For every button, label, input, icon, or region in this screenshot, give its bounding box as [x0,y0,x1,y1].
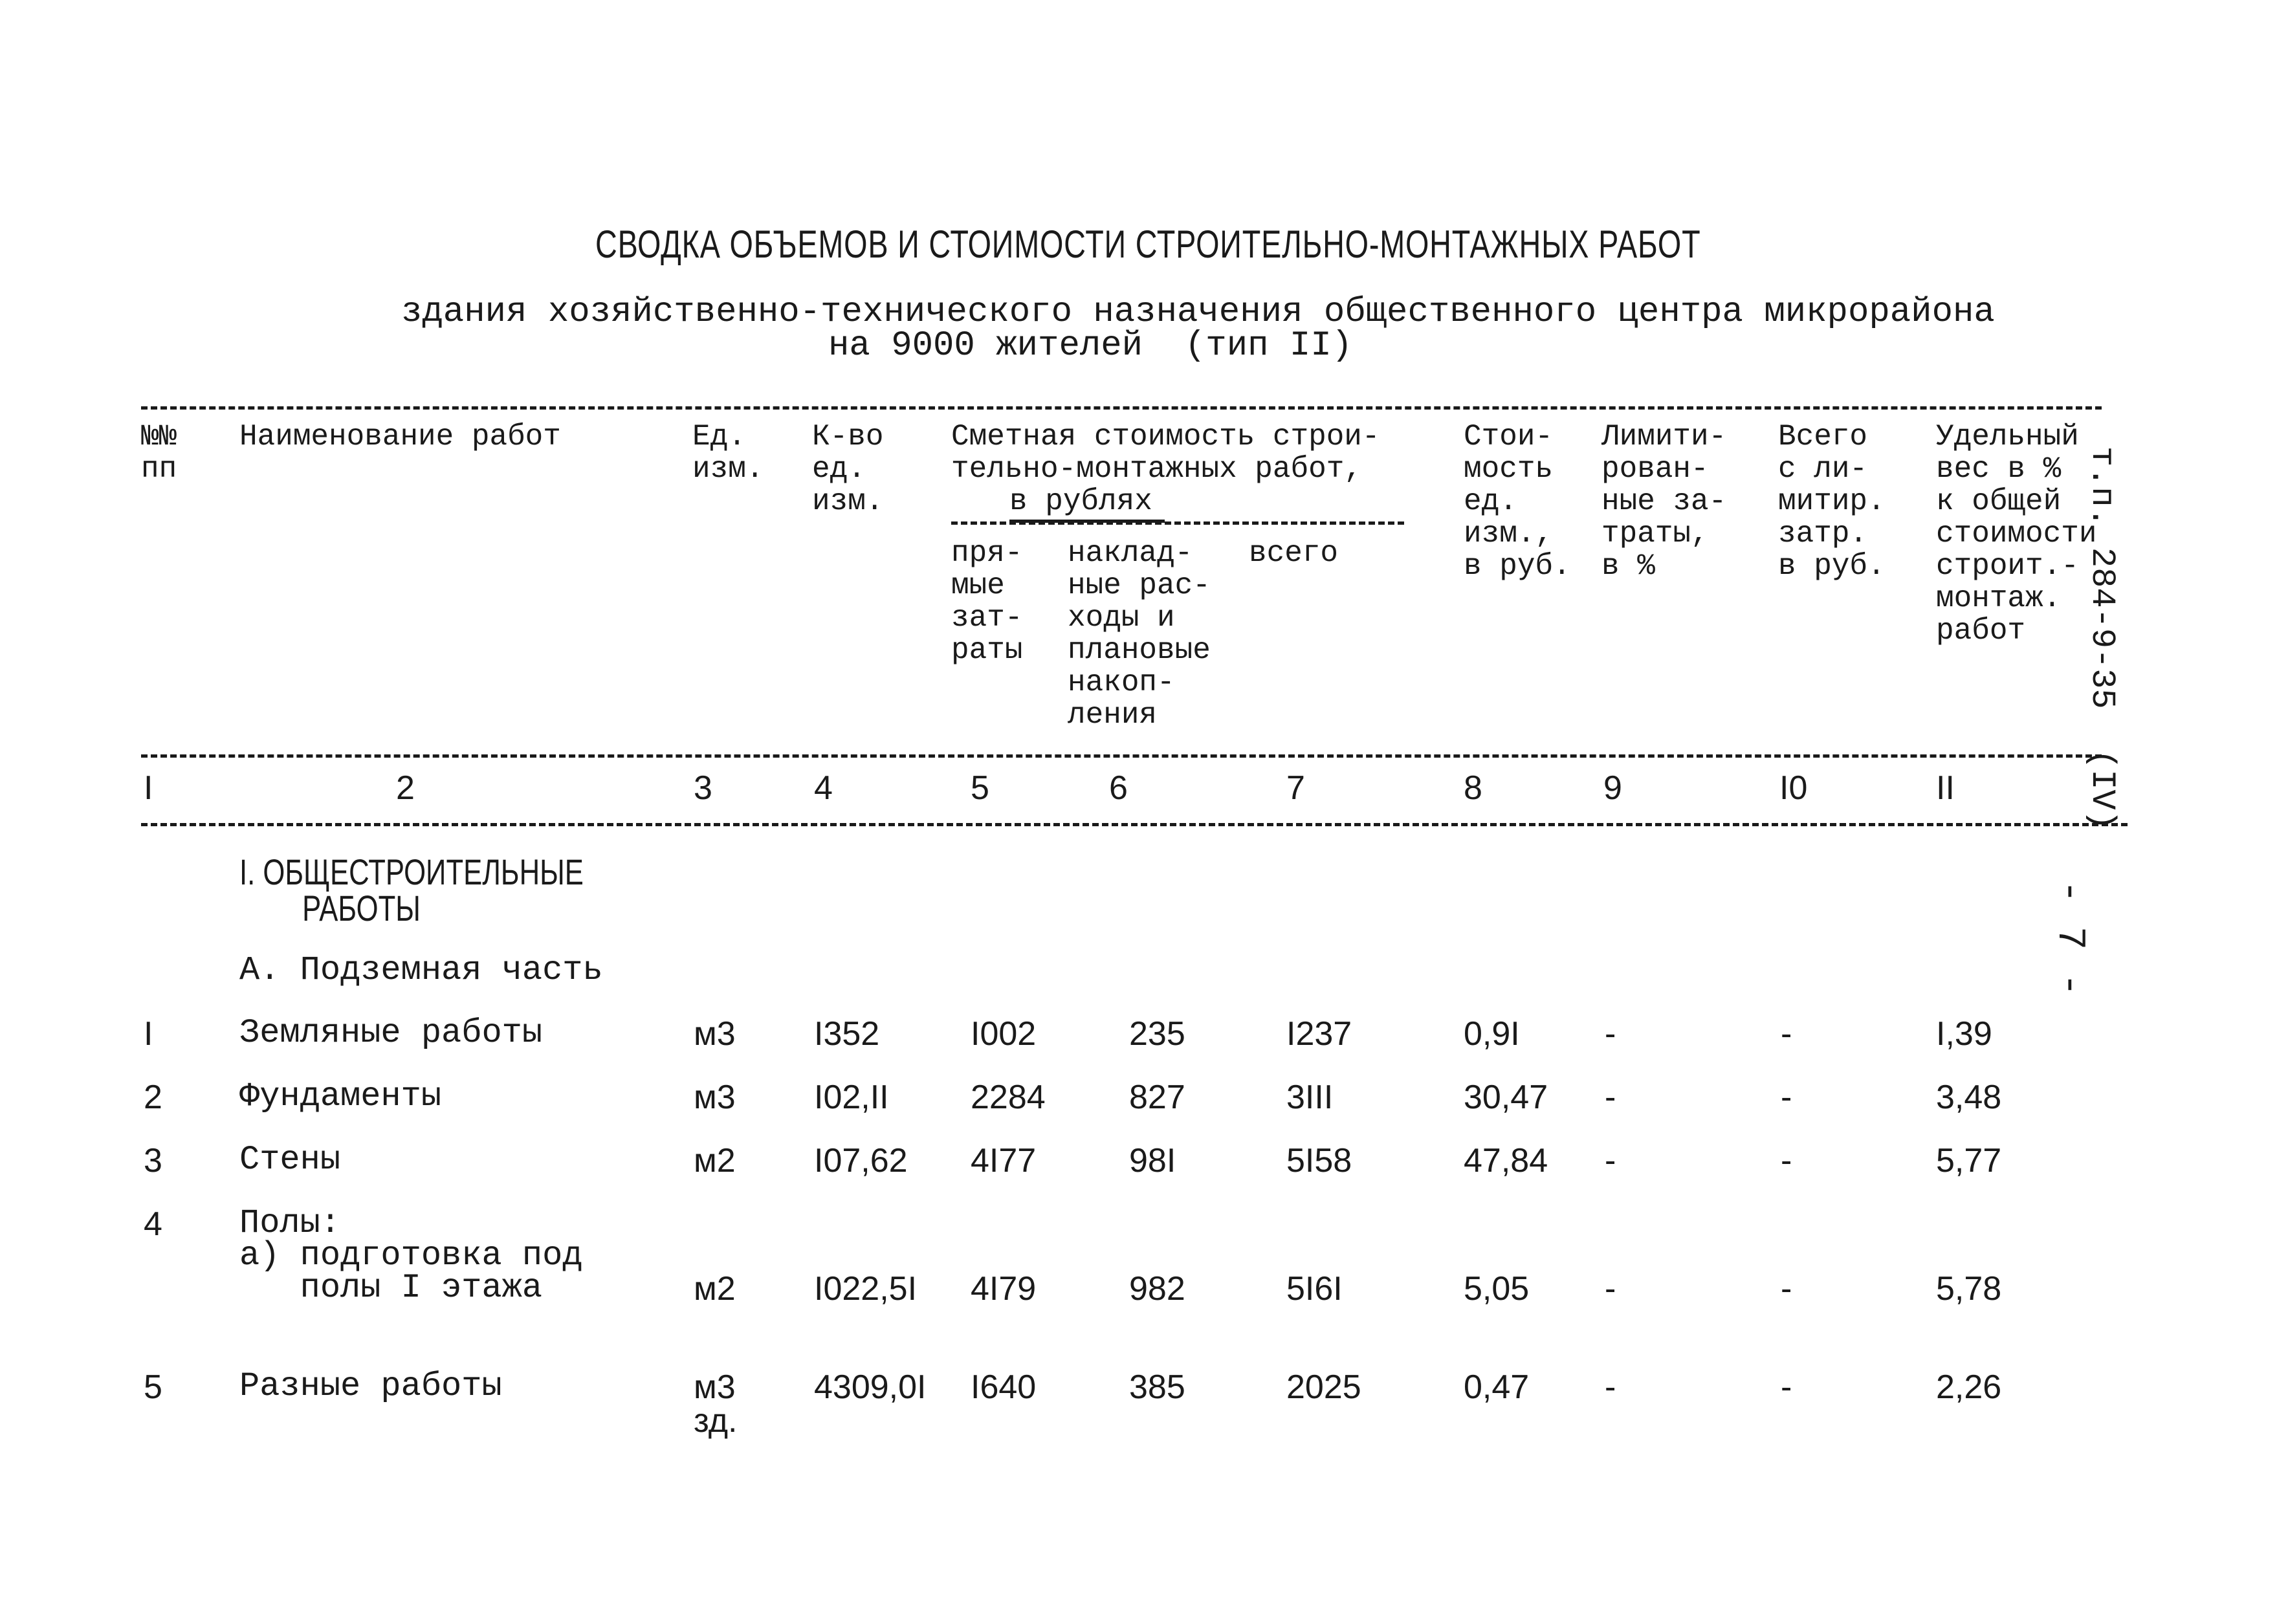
cell-row-number: 3 [144,1142,162,1180]
cell-work-name: Фундаменты [239,1077,442,1115]
cell-unit-cost: 0,47 [1464,1368,1530,1406]
header-bottom-rule [141,754,2102,758]
header-share-percent: Удельный вес в % к общей стоимости строит.- монтаж. работ [1936,420,2097,648]
header-work-name: Наименование работ [239,420,561,454]
cell-unit: м3 [694,1079,736,1116]
header-estimated-cost-line1: Сметная стоимость строи- [951,420,1380,454]
cell-limited-costs: - [1605,1368,1616,1406]
cell-unit: м3 зд. [694,1368,738,1440]
column-number-8: 8 [1464,769,1482,807]
header-row-number: №№ пп [141,420,177,486]
document-subtitle: здания хозяйственно-технического назначения общественного центра микрорайона [401,292,1995,332]
column-number-2: 2 [396,769,415,807]
document-code-stamp: т.п. 284-9-35 (IV) [2083,446,2121,830]
cell-quantity: I352 [814,1015,880,1053]
column-number-1: I [144,769,153,807]
cell-unit: м2 [694,1142,736,1180]
column-number-11: II [1936,769,1955,807]
cell-unit-cost: 47,84 [1464,1142,1548,1180]
cell-work-name: а) подготовка под полы I этажа [239,1236,583,1307]
cell-limited-costs: - [1605,1270,1616,1308]
column-number-9: 9 [1603,769,1622,807]
subsection-heading: А. Подземная часть [239,951,603,989]
page-number: - 7 - [2047,880,2091,997]
cell-share-percent: 5,78 [1936,1270,2002,1308]
header-total: всего [1249,536,1339,570]
cell-quantity: I02,II [814,1079,889,1116]
cell-total-cost: 2025 [1286,1368,1361,1406]
column-number-4: 4 [814,769,833,807]
header-overhead: наклад- ные рас- ходы и плановые накоп- ления [1068,536,1211,732]
cell-total-cost: 5I58 [1286,1142,1352,1180]
column-number-5: 5 [971,769,989,807]
table-top-rule [141,406,2102,410]
cell-direct-costs: 4I77 [971,1142,1037,1180]
cell-row-number: 2 [144,1079,162,1116]
cell-direct-costs: 4I79 [971,1270,1037,1308]
header-direct-costs: пря- мые зат- раты [951,536,1023,667]
header-unit: Ед. изм. [692,420,764,486]
cell-share-percent: I,39 [1936,1015,1992,1053]
cell-overhead: 827 [1129,1079,1185,1116]
column-numbers-bottom-rule [141,823,2128,826]
cell-overhead: 235 [1129,1015,1185,1053]
cell-total-with-limited: - [1781,1270,1792,1308]
cell-direct-costs: 2284 [971,1079,1046,1116]
cell-quantity: I07,62 [814,1142,908,1180]
column-number-6: 6 [1109,769,1128,807]
cell-work-name: Полы: [239,1204,341,1242]
cell-unit: м3 [694,1015,736,1053]
cell-overhead: 98I [1129,1142,1176,1180]
cell-unit: м2 [694,1270,736,1308]
header-estimated-cost-line3: в рублях [1009,485,1152,518]
cell-work-name: Разные работы [239,1367,502,1405]
cell-total-with-limited: - [1781,1142,1792,1180]
cell-limited-costs: - [1605,1142,1616,1180]
cell-share-percent: 5,77 [1936,1142,2002,1180]
header-estimated-cost-line2: тельно-монтажных работ, [951,452,1362,486]
cell-overhead: 982 [1129,1270,1185,1308]
cell-row-number: I [144,1015,153,1053]
cell-quantity: 4309,0I [814,1368,927,1406]
cell-share-percent: 2,26 [1936,1368,2002,1406]
column-number-3: 3 [694,769,712,807]
cell-row-number: 5 [144,1368,162,1406]
cell-overhead: 385 [1129,1368,1185,1406]
cell-total-with-limited: - [1781,1368,1792,1406]
cell-limited-costs: - [1605,1015,1616,1053]
cell-row-number: 4 [144,1205,162,1243]
cell-limited-costs: - [1605,1079,1616,1116]
cell-unit-cost: 30,47 [1464,1079,1548,1116]
document-title: СВОДКА ОБЪЕМОВ И СТОИМОСТИ СТРОИТЕЛЬНО-МОНТАЖНЫХ РАБОТ [595,223,1701,266]
header-total-with-limited: Всего с ли- митир. затр. в руб. [1778,420,1886,583]
cell-total-with-limited: - [1781,1079,1792,1116]
header-quantity: К-во ед. изм. [812,420,884,518]
header-group-rule [951,521,1404,525]
column-number-7: 7 [1286,769,1305,807]
cell-direct-costs: I640 [971,1368,1037,1406]
cell-share-percent: 3,48 [1936,1079,2002,1116]
cell-quantity: I022,5I [814,1270,918,1308]
cell-total-with-limited: - [1781,1015,1792,1053]
document-subtitle-second-line: на 9000 жителей (тип II) [828,326,1353,366]
cell-unit-cost: 5,05 [1464,1270,1530,1308]
cell-work-name: Стены [239,1141,341,1179]
header-unit-cost: Стои- мость ед. изм., в руб. [1464,420,1571,583]
cell-total-cost: 5I6I [1286,1270,1343,1308]
column-number-10: I0 [1779,769,1808,807]
header-limited-costs: Лимити- рован- ные за- траты, в % [1601,420,1727,583]
cell-unit-cost: 0,9I [1464,1015,1520,1053]
cell-total-cost: 3III [1286,1079,1334,1116]
section-heading: I. ОБЩЕСТРОИТЕЛЬНЫЕ РАБОТЫ [239,851,584,928]
cell-total-cost: I237 [1286,1015,1352,1053]
cell-work-name: Земляные работы [239,1014,543,1052]
cell-direct-costs: I002 [971,1015,1037,1053]
